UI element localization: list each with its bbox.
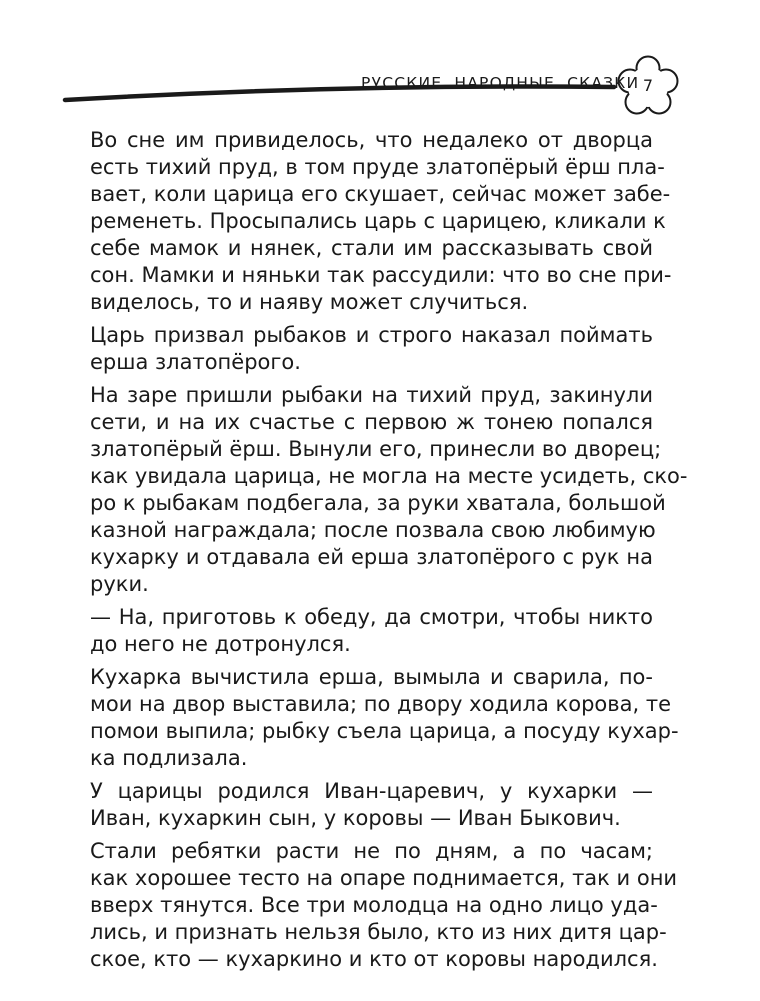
text-line: кухарку и отдавала ей ерша златопёрого с рук на <box>90 545 653 569</box>
text-line: есть тихий пруд, в том пруде златопёрый ёрш пла- <box>90 155 665 179</box>
text-line: Иван, кухаркин сын, у коровы — Иван Быкович. <box>90 806 621 830</box>
text-line: ка подлизала. <box>90 746 248 770</box>
story-text <box>90 127 688 979</box>
paragraph <box>90 382 688 598</box>
running-title: РУССКИЕ НАРОДНЫЕ СКАЗКИ <box>361 74 640 92</box>
paragraph <box>90 664 679 772</box>
header-decoration <box>0 0 760 120</box>
text-line: лись, и признать нельзя было, кто из них дитя цар- <box>90 920 667 944</box>
text-line: Кухарка вычистила ерша, вымыла и сварила, по- <box>90 665 653 689</box>
paragraph <box>90 778 653 832</box>
text-line: помои выпила; рыбку съела царица, а посуду кухар- <box>90 719 679 743</box>
text-line: мои на двор выставила; по двору ходила корова, те <box>90 692 672 716</box>
text-line: Царь призвал рыбаков и строго наказал поймать <box>90 323 653 347</box>
text-line: У царицы родился Иван-царевич, у кухарки — <box>90 779 653 803</box>
text-line: златопёрый ёрш. Вынули его, принесли во дворец; <box>90 437 662 461</box>
page-header <box>0 0 760 120</box>
text-line: ро к рыбакам подбегала, за руки хватала, большой <box>90 491 666 515</box>
text-line: до него не дотронулся. <box>90 632 351 656</box>
text-line: себе мамок и нянек, стали им рассказывать свой <box>90 236 653 260</box>
text-line: сон. Мамки и няньки так рассудили: что во сне при- <box>90 263 672 287</box>
text-line: вает, коли царица его скушает, сейчас может забе- <box>90 182 671 206</box>
text-line: На заре пришли рыбаки на тихий пруд, закинули <box>90 383 653 407</box>
text-line: Стали ребятки расти не по дням, а по часам; <box>90 839 653 863</box>
text-line: казной награждала; после позвала свою любимую <box>90 518 656 542</box>
paragraph <box>90 838 678 973</box>
text-line: ременеть. Просыпались царь с царицею, кликали к <box>90 209 666 233</box>
page-number: 7 <box>642 76 654 95</box>
paragraph <box>90 604 653 658</box>
paragraph <box>90 322 653 376</box>
text-line: Во сне им привиделось, что недалеко от дворца <box>90 128 653 152</box>
text-line: ское, кто — кухаркино и кто от коровы народился. <box>90 947 658 971</box>
text-line: виделось, то и наяву может случиться. <box>90 290 529 314</box>
text-line: сети, и на их счастье с первою ж тонею попался <box>90 410 653 434</box>
text-line: — На, приготовь к обеду, да смотри, чтобы никто <box>90 605 653 629</box>
text-line: вверх тянутся. Все три молодца на одно лицо уда- <box>90 893 658 917</box>
text-line: руки. <box>90 572 149 596</box>
text-line: ерша златопёрого. <box>90 350 301 374</box>
paragraph <box>90 127 672 316</box>
text-line: как хорошее тесто на опаре поднимается, так и они <box>90 866 678 890</box>
text-line: как увидала царица, не могла на месте усидеть, ско- <box>90 464 688 488</box>
